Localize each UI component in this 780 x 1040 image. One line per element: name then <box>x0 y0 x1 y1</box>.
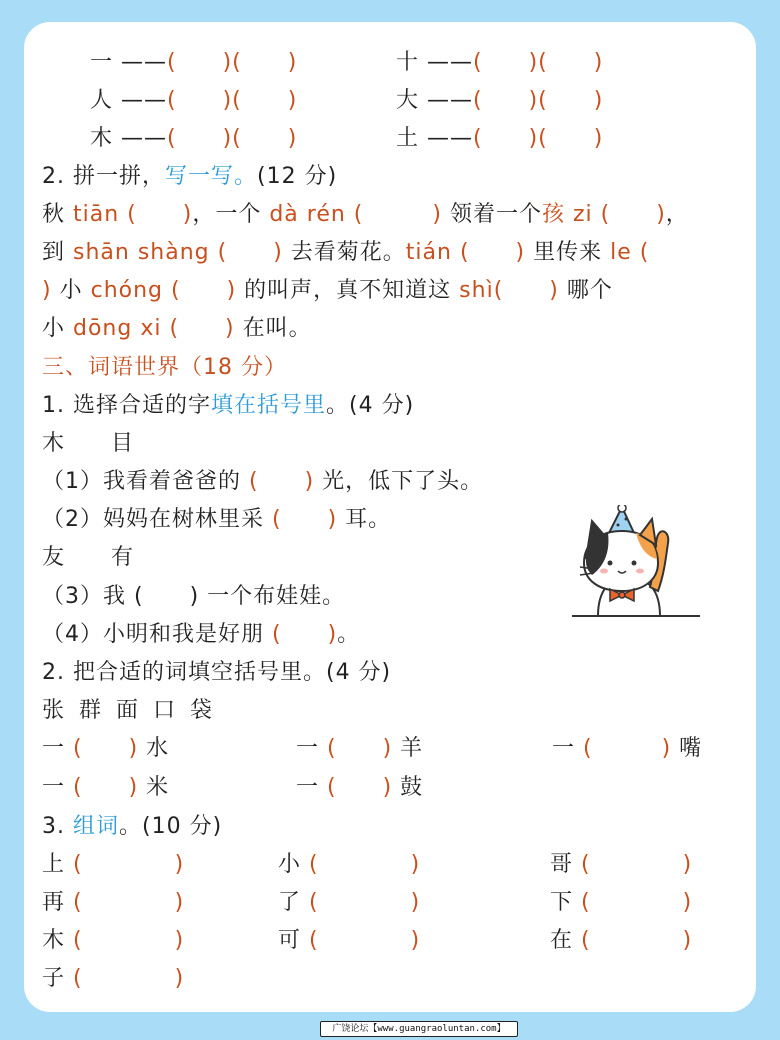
word-item <box>42 964 184 994</box>
measure-item <box>552 734 702 764</box>
stroke-char: 土 <box>396 126 427 151</box>
measure-suffix: 水 <box>138 736 170 761</box>
measure-blank: ( ) <box>73 736 139 761</box>
word-item <box>550 926 692 956</box>
sentence-3: （3）我 ( ) 一个布娃娃。 <box>42 584 346 609</box>
stroke-char: 人 <box>90 88 121 113</box>
stroke-dash: —— <box>121 50 167 75</box>
word-bank: 张 群 面 口 袋 <box>42 698 216 723</box>
word-item <box>550 888 692 918</box>
measure-suffix: 嘴 <box>671 736 703 761</box>
measure-prefix: 一 <box>42 775 73 800</box>
section-3-heading: 三、词语世界（18 分） <box>42 355 287 380</box>
choice-pair-2: 友 有 <box>42 545 135 570</box>
pinyin-line-4: 小 dōng xi ( ) 在叫。 <box>42 316 312 341</box>
s3-q3-title: 3. 组词。(10 分) <box>42 814 223 839</box>
stroke-blank: ( )( ) <box>473 50 604 75</box>
word-blank: ( ) <box>73 890 185 915</box>
stroke-dash: —— <box>427 50 473 75</box>
sentence-2: （2）妈妈在树林里采 ( ) 耳。 <box>42 507 392 532</box>
measure-suffix: 羊 <box>392 736 424 761</box>
stroke-item <box>396 48 603 78</box>
pinyin-line-3: ) 小 chóng ( ) 的叫声，真不知道这 shì( ) 哪个 <box>42 278 613 303</box>
measure-item <box>42 773 169 803</box>
pinyin-line-2: 到 shān shàng ( ) 去看菊花。tián ( ) 里传来 le ( <box>42 240 650 265</box>
stroke-item <box>90 124 297 154</box>
word-blank: ( ) <box>309 928 421 953</box>
pinyin-line-1: 秋 tiān ( )，一个 dà rén ( ) 领着一个孩 zi ( )， <box>42 202 689 227</box>
measure-suffix: 鼓 <box>392 775 424 800</box>
s3-q1-title: 1. 选择合适的字填在括号里。(4 分) <box>42 393 415 418</box>
word-char: 木 <box>42 928 73 953</box>
word-item <box>42 926 184 956</box>
measure-item <box>296 734 423 764</box>
stroke-blank: ( )( ) <box>473 126 604 151</box>
measure-item <box>296 773 423 803</box>
word-item <box>278 926 420 956</box>
word-char: 下 <box>550 890 581 915</box>
word-char: 在 <box>550 928 581 953</box>
stroke-blank: ( )( ) <box>167 50 298 75</box>
measure-blank: ( ) <box>73 775 139 800</box>
measure-prefix: 一 <box>296 775 327 800</box>
stroke-dash: —— <box>427 88 473 113</box>
word-char: 可 <box>278 928 309 953</box>
word-char: 了 <box>278 890 309 915</box>
word-item <box>42 850 184 880</box>
s3-q2-title: 2. 把合适的词填空括号里。(4 分) <box>42 660 392 685</box>
q2-title: 2. 拼一拼，写一写。(12 分) <box>42 164 338 189</box>
word-char: 小 <box>278 852 309 877</box>
stroke-item <box>396 86 603 116</box>
word-char: 哥 <box>550 852 581 877</box>
stroke-blank: ( )( ) <box>473 88 604 113</box>
footer-watermark: 广饶论坛【www.guangraoluntan.com】 <box>320 1021 518 1037</box>
stroke-dash: —— <box>427 126 473 151</box>
stroke-item <box>396 124 603 154</box>
measure-prefix: 一 <box>42 736 73 761</box>
measure-blank: ( ) <box>327 775 393 800</box>
stroke-blank: ( )( ) <box>167 88 298 113</box>
word-char: 子 <box>42 966 73 991</box>
word-item <box>550 850 692 880</box>
stroke-dash: —— <box>121 88 167 113</box>
word-blank: ( ) <box>581 890 693 915</box>
measure-prefix: 一 <box>296 736 327 761</box>
stroke-item <box>90 86 297 116</box>
word-item <box>42 888 184 918</box>
choice-pair-1: 木 目 <box>42 431 135 456</box>
stroke-blank: ( )( ) <box>167 126 298 151</box>
word-blank: ( ) <box>309 852 421 877</box>
sentence-1: （1）我看着爸爸的 ( ) 光，低下了头。 <box>42 469 484 494</box>
stroke-char: 一 <box>90 50 121 75</box>
word-blank: ( ) <box>73 852 185 877</box>
stroke-char: 木 <box>90 126 121 151</box>
stroke-char: 十 <box>396 50 427 75</box>
party-cat-illustration <box>570 505 702 620</box>
stroke-item <box>90 48 297 78</box>
word-blank: ( ) <box>73 928 185 953</box>
word-blank: ( ) <box>73 966 185 991</box>
measure-suffix: 米 <box>138 775 170 800</box>
stroke-dash: —— <box>121 126 167 151</box>
measure-blank: ( ) <box>327 736 393 761</box>
word-item <box>278 888 420 918</box>
stroke-char: 大 <box>396 88 427 113</box>
word-blank: ( ) <box>581 852 693 877</box>
word-blank: ( ) <box>309 890 421 915</box>
word-blank: ( ) <box>581 928 693 953</box>
word-char: 上 <box>42 852 73 877</box>
word-char: 再 <box>42 890 73 915</box>
measure-blank: ( ) <box>583 736 672 761</box>
word-item <box>278 850 420 880</box>
measure-item <box>42 734 169 764</box>
sentence-4: （4）小明和我是好朋 ( )。 <box>42 622 361 647</box>
measure-prefix: 一 <box>552 736 583 761</box>
